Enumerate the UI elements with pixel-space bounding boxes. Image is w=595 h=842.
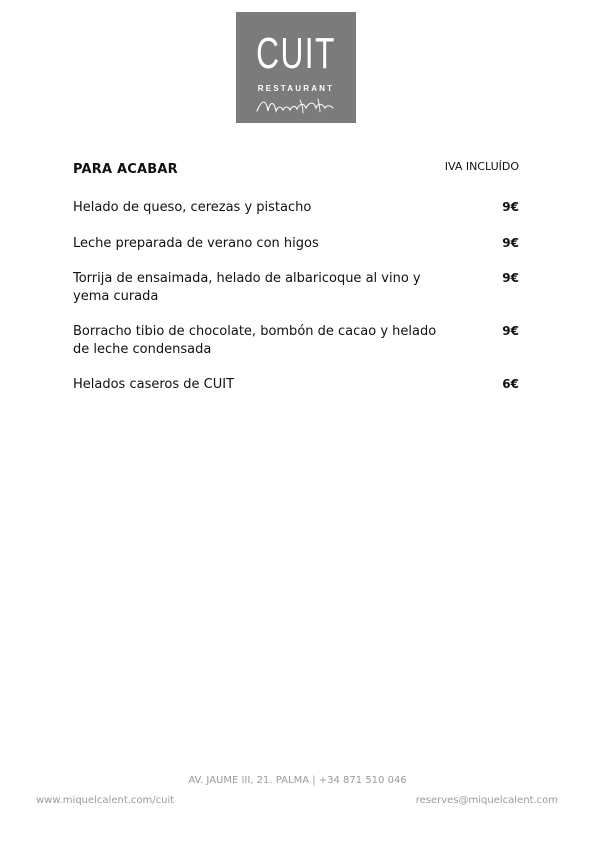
menu-item [73,235,519,253]
dessert-menu [73,199,519,412]
tax-note: IVA INCLUÍDO [444,160,519,173]
dish-price: 6€ [502,377,519,391]
dish-price: 9€ [502,324,519,338]
menu-item [73,199,519,217]
menu-item [73,270,519,305]
menu-item [73,376,519,394]
menu-item [73,323,519,358]
dish-name: Borracho tibio de chocolate, bombón de cacao y helado de leche condensada [73,324,437,357]
dish-name: Leche preparada de verano con higos [73,235,319,251]
dish-name: Helado de queso, cerezas y pistacho [73,200,312,215]
dish-price: 9€ [502,200,519,214]
signature-mark [254,96,336,116]
dish-price: 9€ [502,271,519,285]
logo-name: CUIT [256,29,336,78]
dish-name: Helados caseros de CUIT [73,377,235,392]
email-link[interactable]: reserves@miquelcalent.com [415,795,558,806]
website-link[interactable]: www.miquelcalent.com/cuit [36,795,175,806]
logo-subtitle: RESTAURANT [257,84,335,93]
dish-name: Torrija de ensaimada, helado de albaricoque al vino y yema curada [73,271,421,304]
restaurant-logo [236,12,356,123]
dish-price: 9€ [502,235,519,250]
footer-address: AV. JAUME III, 21. PALMA | +34 871 510 046 [188,775,407,786]
section-title: PARA ACABAR [73,162,178,177]
